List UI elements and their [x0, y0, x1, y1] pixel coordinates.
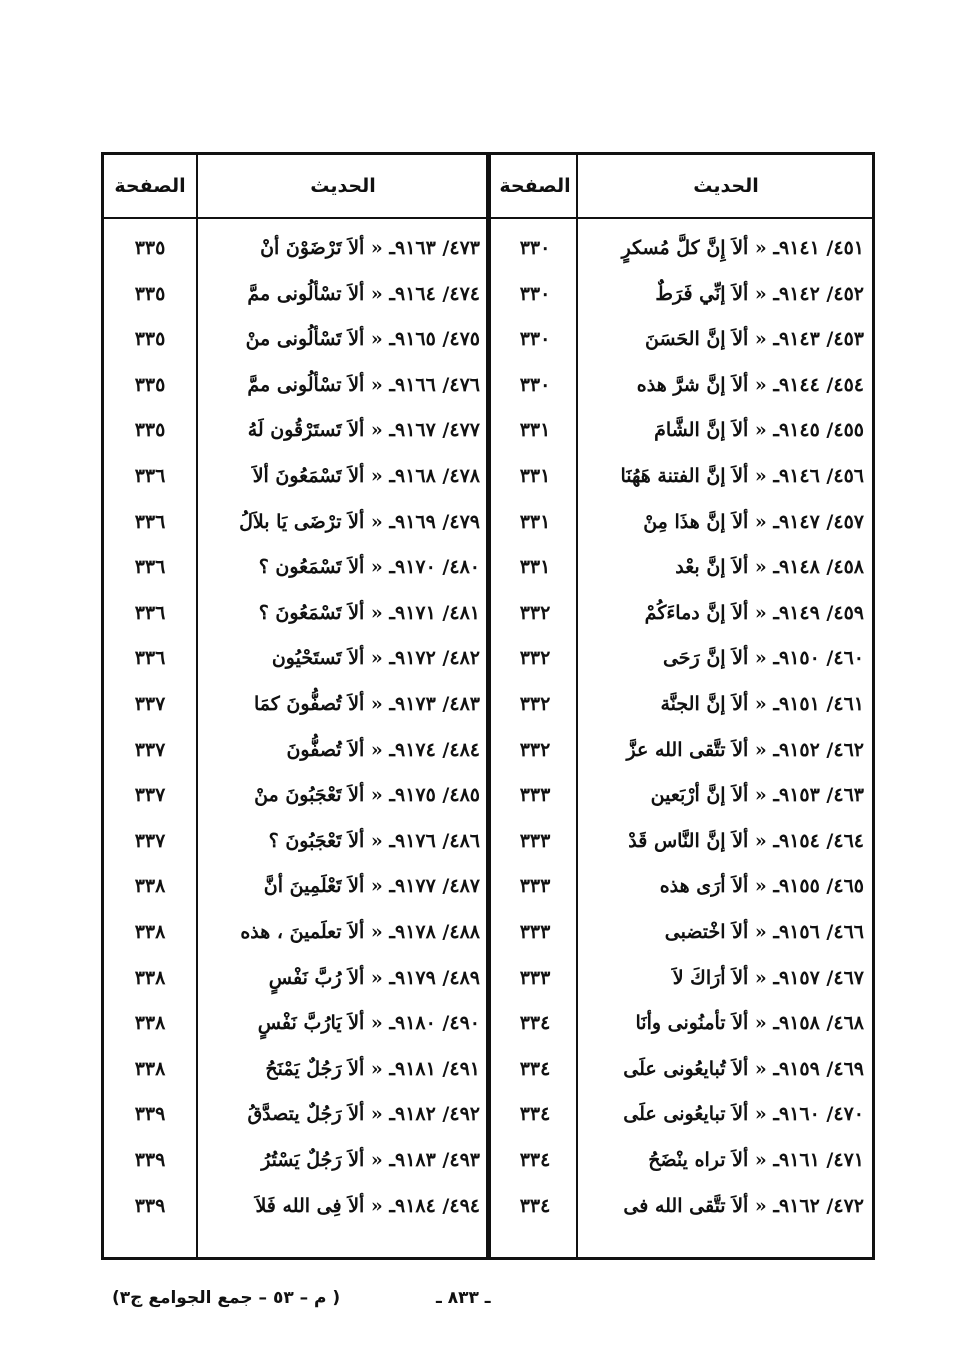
left-hadith-entry: ٤٨٣/ ٩١٧٣ـ « ألاَ تُصفُّونَ كمَا — [254, 693, 480, 715]
right-page-number: ٣٣٣ — [519, 784, 551, 807]
right-page-number: ٣٣٤ — [519, 1012, 551, 1035]
left-page-number: ٣٣٩ — [134, 1103, 166, 1126]
left-hadith-entry: ٤٧٦/ ٩١٦٦ـ « ألاَ تسْألُونى ممَّ — [247, 373, 480, 396]
table-row — [104, 818, 872, 864]
header-divider — [104, 217, 872, 219]
left-hadith-entry: ٤٩٤/ ٩١٨٤ـ « ألاَ فِى الله فَلاَ — [255, 1194, 480, 1217]
left-page-number: ٣٣٨ — [134, 1057, 166, 1080]
left-hadith-entry: ٤٨٠/ ٩١٧٠ـ « ألاَ تَسْمَعُون ؟ — [258, 556, 480, 579]
table-row — [104, 1091, 872, 1137]
right-page-number: ٣٣٤ — [519, 1057, 551, 1080]
right-hadith-entry: ٤٥٢/ ٩١٤٢ـ « ألاَ إنِّي فَرَطٌ — [655, 282, 864, 305]
header-left-hadith: الحديث — [310, 175, 376, 197]
right-page-number: ٣٣١ — [519, 465, 551, 487]
right-hadith-entry: ٤٦٢/ ٩١٥٢ـ « ألاَ تتَّقى الله عزَّ — [626, 738, 864, 761]
left-page-number: ٣٣٦ — [134, 556, 166, 579]
left-hadith-entry: ٤٩٣/ ٩١٨٣ـ « ألاَ رَجُلٌ يَسْتُرُ — [261, 1149, 480, 1171]
right-hadith-entry: ٤٥٤/ ٩١٤٤ـ « ألاَ إنَّ شرَّ هذه — [636, 373, 864, 396]
left-hadith-entry: ٤٨٦/ ٩١٧٦ـ « ألاَ تَعْجَبُونَ ؟ — [268, 829, 480, 852]
left-page-number: ٣٣٦ — [134, 647, 166, 670]
left-hadith-entry: ٤٧٤/ ٩١٦٤ـ « ألاَ تسْألُونى ممَّ — [247, 282, 480, 305]
left-page-number: ٣٣٨ — [134, 1012, 166, 1035]
right-hadith-entry: ٤٥٩/ ٩١٤٩ـ « ألاَ إنَّ دماءَكُمْ — [644, 601, 864, 624]
table-row — [104, 1137, 872, 1183]
right-page-number: ٣٣٠ — [519, 328, 551, 351]
right-page-number: ٣٣٢ — [519, 693, 551, 715]
header-right-hadith: الحديث — [693, 175, 759, 197]
table-row — [104, 772, 872, 818]
right-hadith-entry: ٤٦٩/ ٩١٥٩ـ « ألاَ تُبايعُونى علَى — [623, 1057, 864, 1080]
left-page-number: ٣٣٨ — [134, 966, 166, 989]
table-row — [104, 271, 872, 317]
index-table — [101, 152, 875, 1260]
right-page-number: ٣٣٣ — [519, 875, 551, 898]
right-page-number: ٣٣٠ — [519, 373, 551, 396]
right-hadith-entry: ٤٧٢/ ٩١٦٢ـ « ألاَ تتَّقى الله فى — [623, 1194, 864, 1217]
left-hadith-entry: ٤٨١/ ٩١٧١ـ « ألاَ تَسْمَعُونَ ؟ — [258, 601, 480, 624]
table-row — [104, 407, 872, 453]
left-page-number: ٣٣٥ — [134, 237, 166, 259]
left-page-number: ٣٣٦ — [134, 510, 166, 533]
left-page-number: ٣٣٧ — [134, 829, 166, 852]
table-row — [104, 955, 872, 1001]
page-number: ـ ٨٣٣ ـ — [436, 1288, 491, 1308]
right-hadith-entry: ٤٥٥/ ٩١٤٥ـ « ألاَ إنَّ الشَّامَ — [654, 419, 864, 442]
right-page-number: ٣٣٣ — [519, 966, 551, 989]
right-page-number: ٣٣٢ — [519, 601, 551, 624]
right-hadith-entry: ٤٥٨/ ٩١٤٨ـ « ألاَ إنَّ بعْد — [675, 556, 864, 579]
right-hadith-entry: ٤٦٠/ ٩١٥٠ـ « ألاَ إنَّ رَحَى — [662, 647, 864, 670]
left-hadith-entry: ٤٩١/ ٩١٨١ـ « ألاَ رَجُلٌ يَمْنَحُ — [265, 1057, 480, 1080]
right-hadith-entry: ٤٥٦/ ٩١٤٦ـ « ألاَ إنَّ الفتنة هَهُنَا — [620, 465, 864, 487]
right-hadith-entry: ٤٦٨/ ٩١٥٨ـ « ألاَ تأمنُونى وأنَا — [635, 1012, 864, 1035]
left-hadith-entry: ٤٧٩/ ٩١٦٩ـ « ألاَ ترْضَى يَا بلاَلُ — [239, 510, 480, 533]
table-row — [104, 681, 872, 727]
right-page-number: ٣٣٤ — [519, 1149, 551, 1171]
right-page-number: ٣٣٤ — [519, 1103, 551, 1126]
table-row — [104, 453, 872, 499]
left-page-number: ٣٣٥ — [134, 328, 166, 351]
right-page-number: ٣٣٠ — [519, 282, 551, 305]
table-row — [104, 727, 872, 773]
table-row — [104, 362, 872, 408]
right-page-number: ٣٣٢ — [519, 647, 551, 670]
table-row — [104, 544, 872, 590]
left-hadith-entry: ٤٨٤/ ٩١٧٤ـ « ألاَ تُصفُّونَ — [286, 738, 480, 761]
left-page-number: ٣٣٥ — [134, 373, 166, 396]
right-page-number: ٣٣١ — [519, 510, 551, 533]
right-hadith-entry: ٤٦٧/ ٩١٥٧ـ « ألاَ أرَاكَ لاَ — [672, 966, 864, 989]
left-hadith-entry: ٤٧٧/ ٩١٦٧ـ « ألاَ تَستَرْقُون لَهُ — [247, 419, 480, 442]
left-page-number: ٣٣٦ — [134, 465, 166, 487]
table-row — [104, 1046, 872, 1092]
left-page-number: ٣٣٨ — [134, 875, 166, 898]
table-row — [104, 499, 872, 545]
table-row — [104, 909, 872, 955]
left-page-number: ٣٣٥ — [134, 282, 166, 305]
left-hadith-entry: ٤٨٨/ ٩١٧٨ـ « ألاَ تعلَمينَ ، هذه — [240, 921, 480, 943]
left-page-number: ٣٣٨ — [134, 921, 166, 943]
left-hadith-entry: ٤٩٠/ ٩١٨٠ـ « ألاَ يَارُبَّ نَفْسٍ — [257, 1012, 480, 1035]
left-page-number: ٣٣٧ — [134, 738, 166, 761]
left-hadith-entry: ٤٩٢/ ٩١٨٢ـ « ألاَ رَجُلٌ يتصدَّقُ — [247, 1103, 480, 1126]
left-page-number: ٣٣٧ — [134, 693, 166, 715]
right-page-number: ٣٣٣ — [519, 921, 551, 943]
left-page-number: ٣٣٦ — [134, 601, 166, 624]
right-page-number: ٣٣١ — [519, 419, 551, 442]
table-row — [104, 225, 872, 271]
header-left-page: الصفحة — [114, 175, 186, 197]
table-row — [104, 316, 872, 362]
left-page-number: ٣٣٧ — [134, 784, 166, 807]
left-hadith-entry: ٤٨٩/ ٩١٧٩ـ « ألاَ رُبَّ نَفْسٍ — [268, 966, 480, 989]
right-hadith-entry: ٤٥١/ ٩١٤١ـ « ألاَ إِنَّ كلَّ مُسكرٍ — [621, 237, 864, 259]
table-row — [104, 1183, 872, 1229]
right-page-number: ٣٣٣ — [519, 829, 551, 852]
left-page-number: ٣٣٥ — [134, 419, 166, 442]
left-hadith-entry: ٤٧٣/ ٩١٦٣ـ « ألاَ تَرْضَوْنَ أنْ — [260, 237, 480, 259]
left-hadith-entry: ٤٨٥/ ٩١٧٥ـ « ألاَ تَعْجَبُونَ منْ — [254, 784, 480, 807]
right-page-number: ٣٣٢ — [519, 738, 551, 761]
right-page-number: ٣٣٤ — [519, 1194, 551, 1217]
left-page-number: ٣٣٩ — [134, 1149, 166, 1171]
left-hadith-entry: ٤٧٨/ ٩١٦٨ـ « ألاَ تَسْمَعُونَ ألاَ — [252, 465, 480, 487]
table-row — [104, 1000, 872, 1046]
right-hadith-entry: ٤٦٥/ ٩١٥٥ـ « ألاَ أرَى هذه — [659, 875, 864, 898]
table-row — [104, 635, 872, 681]
right-hadith-entry: ٤٦٣/ ٩١٥٣ـ « ألاَ إنَّ أرْبَعين — [650, 784, 864, 807]
left-hadith-entry: ٤٨٧/ ٩١٧٧ـ « ألاَ تَعْلَمِينَ أنَّ — [263, 875, 480, 898]
left-hadith-entry: ٤٧٥/ ٩١٦٥ـ « ألاَ تَسْألُونى منْ — [245, 328, 480, 351]
right-hadith-entry: ٤٦٦/ ٩١٥٦ـ « ألاَ اخْتضبى — [664, 921, 864, 943]
right-hadith-entry: ٤٦٤/ ٩١٥٤ـ « ألاَ إنَّ النَّاس قَدْ — [628, 829, 864, 852]
right-hadith-entry: ٤٧١/ ٩١٦١ـ « ألاَ تراه ينْضَحُ — [648, 1149, 864, 1171]
right-hadith-entry: ٤٦١/ ٩١٥١ـ « ألاَ إنَّ الجنَّة — [660, 693, 864, 715]
table-row — [104, 590, 872, 636]
header-right-page: الصفحة — [499, 175, 571, 197]
right-page-number: ٣٣١ — [519, 556, 551, 579]
right-hadith-entry: ٤٧٠/ ٩١٦٠ـ « ألاَ تبايعُونى علَى — [623, 1103, 864, 1126]
left-page-number: ٣٣٩ — [134, 1194, 166, 1217]
right-hadith-entry: ٤٥٧/ ٩١٤٧ـ « ألاَ إنَّ هذَا مِنْ — [643, 510, 864, 533]
right-hadith-entry: ٤٥٣/ ٩١٤٣ـ « ألاَ إنَّ الحَسَنَ — [644, 328, 864, 351]
right-page-number: ٣٣٠ — [519, 237, 551, 259]
table-row — [104, 863, 872, 909]
volume-note: ( م – ٥٣ – جمع الجوامع ج٣) — [112, 1288, 341, 1308]
left-hadith-entry: ٤٨٢/ ٩١٧٢ـ « ألاَ تَستَحْيُون — [271, 647, 480, 670]
